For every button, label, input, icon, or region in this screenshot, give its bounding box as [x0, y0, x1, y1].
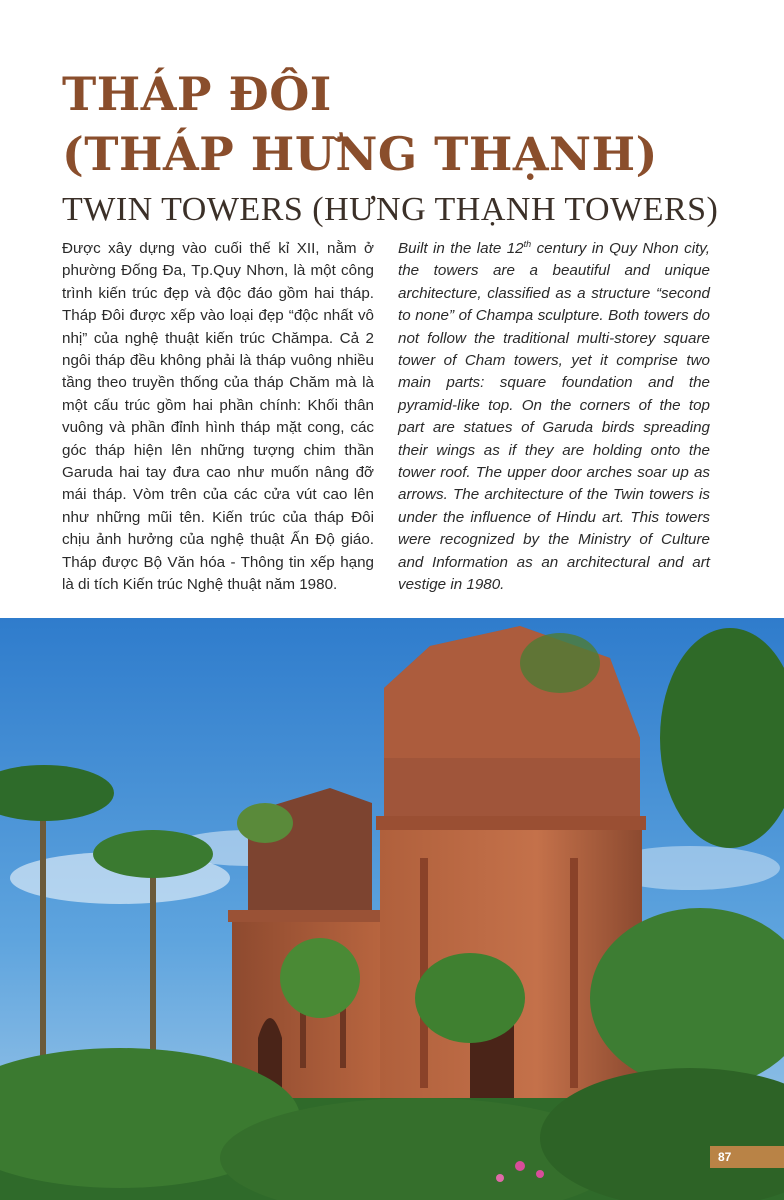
- body-vietnamese-text: Được xây dựng vào cuối thế kỉ XII, nằm ở phường Đống Đa, Tp.Quy Nhơn, là một công trình kiến trúc đẹp và độc đáo gồm hai tháp. Tháp Đôi được xếp vào loại đẹp “độc nhất vô nhị” của nghệ thuật kiến trúc Chămpa. Cả 2 ngôi tháp đều không phải là tháp vuông nhiều tầng theo truyền thống của tháp Chăm mà là một cấu trúc gồm hai phần chính: Khối thân vuông và phần đỉnh hình tháp mặt cong, các góc tháp hiện lên những tượng chim thần Garuda hai tay đưa cao như muốn nâng đỡ mái tháp. Vòm trên của các cửa vút cao lên như những mũi tên. Kiến trúc của tháp Đôi chịu ảnh hưởng của nghệ thuật Ấn Độ giáo. Tháp được Bộ Văn hóa - Thông tin xếp hạng là di tích Kiến trúc Nghệ thuật năm 1980.: [62, 240, 374, 594]
- title-vietnamese: [62, 64, 762, 184]
- body-vietnamese-column: [62, 238, 374, 597]
- twin-towers-photo: [0, 618, 784, 1200]
- twin-towers-illustration: [0, 618, 784, 1200]
- title-vi-line1: THÁP ĐÔI: [62, 67, 332, 121]
- title-vi-line2: (THÁP HƯNG THẠNH): [62, 127, 658, 181]
- body-english-column: [398, 238, 710, 597]
- title-english: TWIN TOWERS (HƯNG THẠNH TOWERS): [62, 191, 719, 228]
- page-number: 87: [710, 1146, 784, 1168]
- body-english-text: Built in the late 12th century in Quy Nhon city, the towers are a beautiful and unique architecture, classified as a structure “second to none” of Champa sculpture. Both towers do not follow the traditional multi-storey square tower of Cham towers, yet it comprise two main parts: square foundation and the pyramid-like top. On the corners of the top part are statues of Garuda birds spreading their wings as if they are holding onto the tower roof. The upper door arches soar up as arrows. The architecture of the Twin towers is under the influence of Hindu art. This towers were recognized by the Ministry of Culture and Information as an architectural and art vestige in 1980.: [398, 238, 710, 594]
